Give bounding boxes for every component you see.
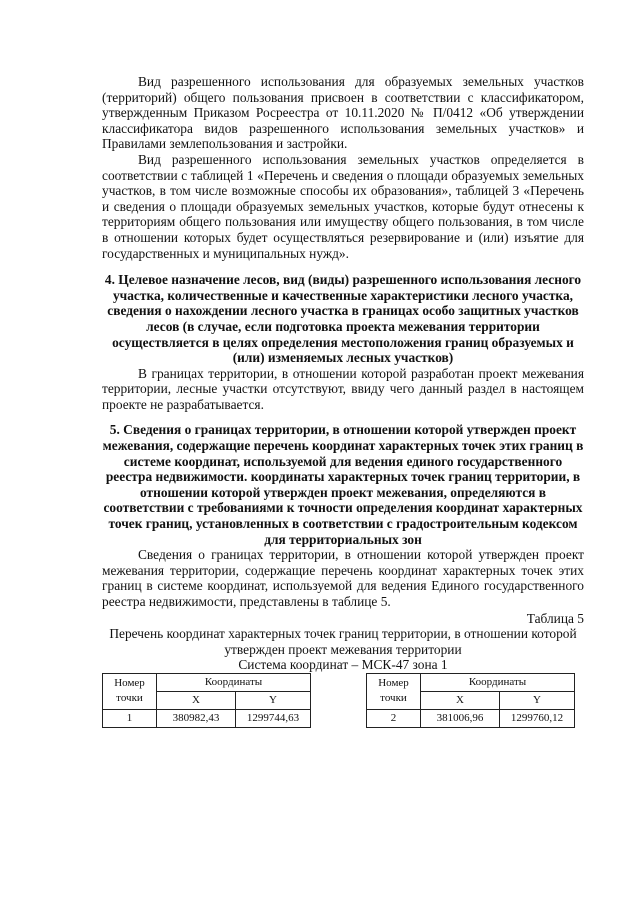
coordinates-table-right xyxy=(366,673,575,728)
cell-x: 380982,43 xyxy=(157,709,236,727)
header-num-line2: точки xyxy=(380,692,407,705)
header-num-line1: Номер xyxy=(114,677,145,690)
header-y: Y xyxy=(236,691,311,709)
section-5-heading: 5. Сведения о границах территории, в отношении которой утвержден проект межевания, содержащие перечень координат характерных точек этих границ в системе координат, используемой для ведения единого государственного реестра недвижимости. координаты характерных точек границ территории, в отношении которой утвержден проект межевания, определяются в соответствии с требованиями к точности определения координат характерных точек границ, установленных в соответствии с градостроительным кодексом для территориальных зон xyxy=(102,422,584,547)
table-row xyxy=(103,709,311,727)
header-num-line1: Номер xyxy=(378,677,409,690)
header-y: Y xyxy=(500,691,575,709)
cell-x: 381006,96 xyxy=(421,709,500,727)
paragraph-permitted-use-classifier: Вид разрешенного использования для образуемых земельных участков (территорий) общего пользования присвоен в соответствии с классификатором, утвержденным Приказом Росреестра от 10.11.2020 № П/0412 «Об утверждении классификатора видов разрешенного использования земельных участков» и Правилами землепользования и застройки. xyxy=(102,74,584,152)
coordinates-tables xyxy=(102,673,584,733)
cell-point-number: 2 xyxy=(367,709,421,727)
paragraph-permitted-use-tables: Вид разрешенного использования земельных участков определяется в соответствии с таблицей 1 «Перечень и сведения о площади образуемых земельных участков, в том числе возможные способы их образования», таблицей 3 «Перечень и сведения о площади образуемых земельных участков, которые будут отнесены к территориям общего пользования или имуществу общего пользования, в том числе в отношении которых будет осуществляться резервирование и (или) изъятие для государственных и муниципальных нужд». xyxy=(102,151,584,261)
section-4-heading: 4. Целевое назначение лесов, вид (виды) разрешенного использования лесного участка, количественные и качественные характеристики лесного участка, сведения о нахождении лесного участка в границах особо защитных участков лесов (в случае, если подготовка проекта межевания территории осуществляется в целях определения местоположения границ образуемых и (или) изменяемых лесных участков) xyxy=(104,272,582,366)
header-x: X xyxy=(421,691,500,709)
cell-point-number: 1 xyxy=(103,709,157,727)
header-num-line2: точки xyxy=(116,692,143,705)
coordinates-table-left xyxy=(102,673,311,728)
page-content xyxy=(102,74,584,733)
header-coordinates: Координаты xyxy=(421,673,575,691)
section-5-text: Сведения о границах территории, в отношении которой утвержден проект межевания территории, содержащие перечень координат характерных точек этих границ в системе координат, используемой для ведения Единого государственного реестра недвижимости, представлены в таблице 5. xyxy=(102,547,584,609)
cell-y: 1299760,12 xyxy=(500,709,575,727)
header-x: X xyxy=(157,691,236,709)
header-point-number xyxy=(103,673,157,709)
cell-y: 1299744,63 xyxy=(236,709,311,727)
table-caption: Перечень координат характерных точек границ территории, в отношении которой утвержден проект межевания территории xyxy=(109,626,577,657)
header-coordinates: Координаты xyxy=(157,673,311,691)
section-4-text: В границах территории, в отношении которой разработан проект межевания территории, лесные участки отсутствуют, ввиду чего данный раздел в настоящем проекте не разрабатывается. xyxy=(102,365,584,412)
header-point-number xyxy=(367,673,421,709)
table-label: Таблица 5 xyxy=(526,610,584,626)
table-row xyxy=(367,709,575,727)
coordinate-system: Система координат – МСК-47 зона 1 xyxy=(238,657,448,673)
